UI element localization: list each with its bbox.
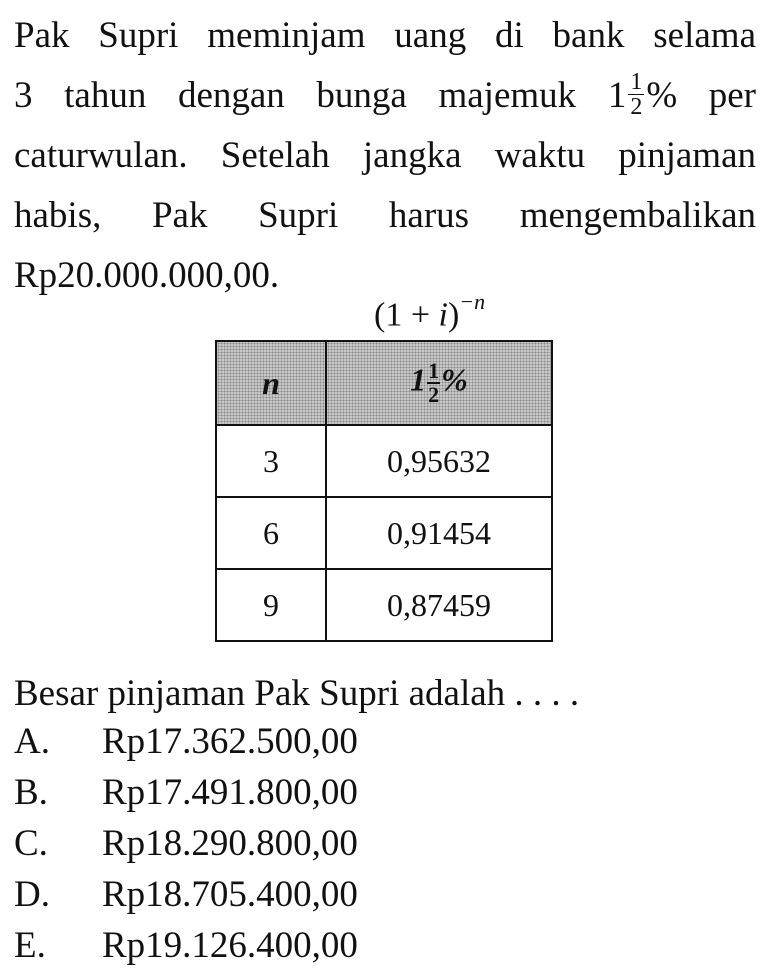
cell-value: 0,87459	[326, 569, 552, 641]
interest-rate-unit: % per	[646, 75, 757, 116]
discount-table	[215, 340, 553, 642]
table-header-row	[216, 341, 552, 425]
header-fraction-denominator: 2	[428, 382, 440, 407]
option-text: Rp17.362.500,00	[102, 721, 358, 762]
interest-rate-fraction	[628, 70, 644, 119]
problem-line-4: habis, Pak Supri harus mengembalikan	[14, 195, 756, 236]
formula-exponent: −n	[459, 289, 486, 314]
option-letter: B.	[14, 772, 48, 813]
option-text: Rp18.290.800,00	[102, 823, 358, 864]
header-rate-unit: %	[441, 361, 468, 398]
cell-n: 6	[216, 497, 326, 569]
table-row	[216, 497, 552, 569]
interest-rate	[607, 69, 757, 121]
table-row	[216, 569, 552, 641]
formula-variable: i	[438, 296, 448, 334]
fraction-denominator: 2	[630, 94, 643, 121]
option-text: Rp17.491.800,00	[102, 772, 358, 813]
fraction-numerator: 1	[630, 69, 643, 96]
formula-open: (1 +	[374, 296, 439, 334]
problem-line-1: Pak Supri meminjam uang di bank selama	[14, 15, 756, 56]
option-text: Rp19.126.400,00	[102, 925, 358, 966]
option-a[interactable]	[14, 716, 358, 767]
cell-n: 9	[216, 569, 326, 641]
option-c[interactable]	[14, 818, 358, 869]
problem-statement	[14, 6, 756, 306]
cell-value: 0,95632	[326, 425, 552, 497]
option-e[interactable]	[14, 920, 358, 971]
header-n: n	[216, 341, 326, 425]
option-letter: A.	[14, 721, 50, 762]
header-rate-fraction	[427, 360, 440, 406]
header-rate-whole: 1	[410, 361, 427, 398]
option-d[interactable]	[14, 869, 358, 920]
formula-close: )	[447, 296, 460, 334]
cell-n: 3	[216, 425, 326, 497]
header-fraction-numerator: 1	[428, 358, 440, 383]
option-text: Rp18.705.400,00	[102, 874, 358, 915]
header-rate	[326, 341, 552, 425]
discount-formula	[374, 286, 485, 335]
problem-line-2	[14, 66, 756, 126]
table-row	[216, 425, 552, 497]
problem-line-2-text: 3 tahun dengan bunga majemuk	[14, 75, 577, 116]
cell-value: 0,91454	[326, 497, 552, 569]
problem-line-5: Rp20.000.000,00.	[14, 255, 280, 296]
interest-rate-whole: 1	[607, 75, 627, 116]
option-letter: C.	[14, 823, 48, 864]
answer-options	[14, 716, 358, 971]
option-letter: E.	[14, 925, 46, 966]
question-text: Besar pinjaman Pak Supri adalah . . . .	[14, 673, 580, 714]
option-letter: D.	[14, 874, 50, 915]
problem-line-3: caturwulan. Setelah jangka waktu pinjaman	[14, 135, 756, 176]
option-b[interactable]	[14, 767, 358, 818]
